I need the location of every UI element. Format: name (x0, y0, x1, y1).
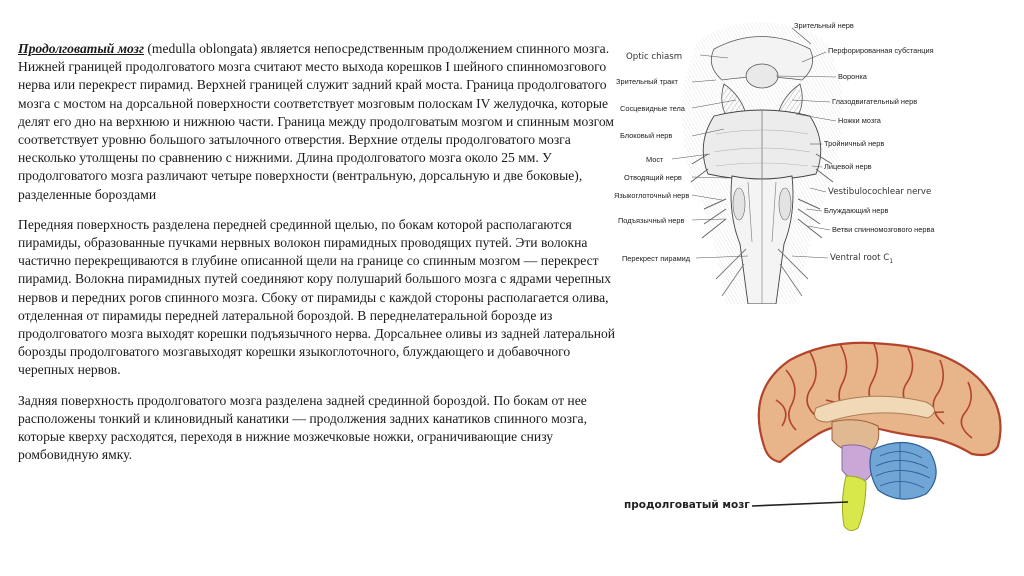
label-optic-chiasm: Optic chiasm (626, 52, 683, 62)
paragraph-posterior-surface: Задняя поверхность продолговатого мозга разделена задней срединной бороздой. По бокам от нее расположены тонкий и клиновидный канатики — продолжения задних канатиков спинного мозга, которые кверху расходятся, переходя в нижние мозжечковые ножки, ограничивающие снизу ромбовидную ямку. (18, 392, 587, 463)
label-facial-nerve: Лицевой нерв (824, 162, 872, 171)
label-hypoglossal-nerve: Подъязычный нерв (618, 216, 685, 225)
label-optic-nerve: Зрительный нерв (794, 21, 854, 30)
label-ventral-root (830, 253, 893, 265)
paragraph-intro-body: (medulla oblongata) является непосредственным продолжением спинного мозга. Нижней границей продолговатого мозга считают место выхода корешков I шейного спинномозгового нерва или перекрест пирамид. Верхней границей служит задний край моста. Граница продолговатого мозга с мостом на дорсальной поверхности соответствует мозговым полоскам IV желудочка, которые делят его дно на верхнюю и нижнюю части. Граница между продолговатым мозгом и спинным мозгом соответствует уровню большого затылочного отверстия. Верхние отделы продолговатого мозга несколько утолщены по сравнению с нижними. Длина продолговатого мозга около 25 мм. У продолговатого мозга различают четыре поверхности (вентральную, дорсальную и две боковые), разделенные бороздами (18, 41, 615, 202)
text-column (18, 40, 626, 476)
label-optic-tract: Зрительный тракт (616, 77, 678, 86)
label-spinal-nerve-branches: Ветви спинномозгового нерва (832, 225, 935, 234)
label-ventral-root-text: Ventral root C (830, 253, 890, 263)
paragraph-anterior-surface: Передняя поверхность разделена передней срединной щелью, по бокам которой располагаются пирамиды, образованные пучками нервных волокон пирамидных проводящих путей. Эти волокна частично перекрещиваются в глубине описанной щели на границе со спинным мозгом — перекрест пирамид. Волокна пирамидных путей соединяют кору полушарий большого мозга с ядрами черепных нервов и передних рогов спинного мозга. Сбоку от пирамиды с каждой стороны располагается олива, отделенная от пирамиды передней латеральной бороздой. В переднелатеральной борозде из продолговатого мозга выходят корешки подъязычного нерва. Дорсальнее оливы из задней латеральной борозды продолговатого мозгавыходят корешки языкоглоточного, блуждающего и добавочного черепных нервов. (18, 216, 616, 378)
label-trochlear-nerve: Блоковый нерв (620, 131, 673, 140)
right-olive (779, 188, 791, 220)
brain-svg (596, 330, 1024, 570)
paragraph-intro (18, 40, 626, 204)
label-ventral-root-subscript: 1 (889, 258, 894, 265)
label-vestibulocochlear-nerve: Vestibulocochlear nerve (828, 187, 932, 197)
label-cerebral-peduncles: Ножки мозга (838, 116, 881, 125)
caption-leader-line (752, 502, 848, 506)
label-glossopharyngeal-nerve: Языкоглоточный нерв (614, 191, 690, 200)
label-pyramidal-decussation: Перекрест пирамид (622, 254, 691, 263)
label-pons: Мост (646, 155, 664, 164)
brainstem-svg (596, 4, 1024, 304)
term-medulla: Продолговатый мозг (18, 41, 144, 56)
label-perforated-substance: Перфорированная субстанция (828, 46, 934, 55)
label-oculomotor-nerve: Глазодвигательный нерв (832, 97, 918, 106)
caption-medulla: продолговатый мозг (624, 499, 750, 511)
medulla-oblongata (842, 476, 866, 531)
brainstem-illustration (596, 4, 1024, 304)
label-trigeminal-nerve: Тройничный нерв (824, 139, 885, 148)
infundibulum-shape (746, 64, 778, 88)
label-mammillary-bodies: Сосцевидные тела (620, 104, 685, 113)
brain-sagittal-illustration (596, 330, 1024, 570)
label-vagus-nerve: Блуждающий нерв (824, 206, 889, 215)
label-abducens-nerve: Отводящий нерв (624, 173, 682, 182)
left-olive (733, 188, 745, 220)
label-infundibulum: Воронка (838, 72, 867, 81)
